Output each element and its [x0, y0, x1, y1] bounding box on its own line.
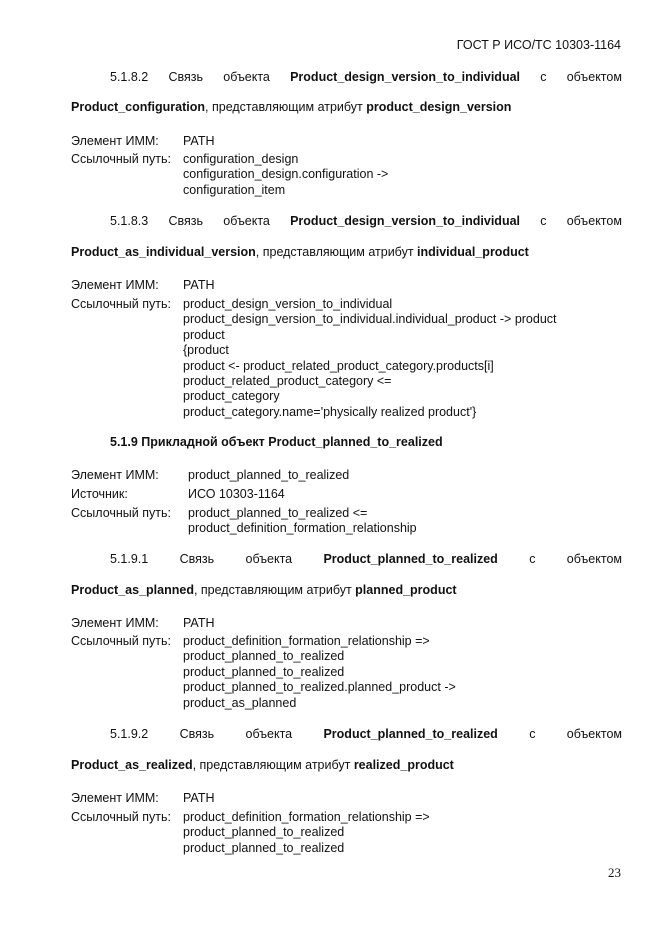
object-name: Product_design_version_to_individual [290, 214, 521, 228]
path-line: product_definition_formation_relationship [188, 521, 417, 536]
attribute-name: product_design_version [366, 100, 512, 114]
path-line: product_planned_to_realized [183, 840, 345, 855]
target-object: Product_as_realized [71, 758, 193, 772]
word: Связь [179, 727, 215, 741]
source-value: ИСО 10303-1164 [188, 487, 285, 501]
ref-path-block [183, 634, 456, 711]
path-line: product_design_version_to_individual.individual_product -> product [183, 312, 557, 327]
target-object: Product_as_individual_version [71, 245, 256, 259]
continuation-text: , представляющим атрибут [255, 245, 418, 259]
path-line: product_definition_formation_relationship => [183, 810, 430, 824]
clause-number: 5.1.9.2 [110, 727, 149, 741]
word: с [540, 214, 547, 228]
continuation-text: , представляющим атрибут [192, 758, 354, 772]
word: Связь [179, 552, 215, 566]
path-line: {product [183, 343, 229, 358]
source-label: Источник: [71, 487, 128, 501]
word: с [529, 552, 536, 566]
clause-continuation [71, 758, 454, 772]
clause-continuation [71, 100, 511, 114]
path-line: configuration_design [183, 152, 299, 166]
path-line: product_planned_to_realized.planned_product -> [183, 680, 456, 695]
object-name: Product_planned_to_realized [323, 552, 498, 566]
element-label: Элемент ИММ: [71, 278, 159, 292]
clause-heading-5-1-9-2 [110, 727, 622, 741]
ref-path-label: Ссылочный путь: [71, 634, 171, 648]
word: объекта [245, 727, 293, 741]
path-line: product_as_planned [183, 695, 297, 710]
word: объектом [566, 214, 622, 228]
ref-path-block [183, 297, 557, 420]
ref-path-label: Ссылочный путь: [71, 152, 171, 166]
clause-heading-5-1-9-1 [110, 552, 622, 566]
element-value: PATH [183, 134, 215, 148]
attribute-name: planned_product [355, 583, 457, 597]
word: объекта [223, 214, 270, 228]
word: Связь [168, 70, 204, 84]
path-line: configuration_design.configuration -> [183, 167, 389, 182]
element-value: product_planned_to_realized [188, 468, 350, 482]
path-line: product_category [183, 389, 280, 404]
ref-path-block [183, 152, 388, 198]
clause-heading-5-1-8-3 [110, 214, 622, 228]
element-value: PATH [183, 791, 215, 805]
object-name: Product_planned_to_realized [323, 727, 498, 741]
path-line: product_definition_formation_relationship => [183, 634, 430, 648]
attribute-name: individual_product [417, 245, 529, 259]
clause-number: 5.1.8.3 [110, 214, 149, 228]
object-name: Product_design_version_to_individual [290, 70, 521, 84]
path-line: product_category.name='physically realized product'} [183, 404, 477, 419]
path-line: product_related_product_category <= [183, 374, 392, 389]
path-line: product [183, 327, 225, 342]
path-line: product_design_version_to_individual [183, 297, 393, 311]
clause-continuation [71, 245, 529, 259]
clause-heading-5-1-8-2 [110, 70, 622, 84]
section-title-5-1-9: 5.1.9 Прикладной объект Product_planned_to_realized [110, 435, 443, 449]
element-label: Элемент ИММ: [71, 616, 159, 630]
word: объектом [566, 552, 622, 566]
ref-path-label: Ссылочный путь: [71, 506, 171, 520]
path-line: product_planned_to_realized [183, 664, 345, 679]
path-line: product_planned_to_realized [183, 649, 345, 664]
word: объекта [245, 552, 293, 566]
element-label: Элемент ИММ: [71, 134, 159, 148]
path-line: product <- product_related_product_category.products[i] [183, 358, 494, 373]
word: с [540, 70, 547, 84]
attribute-name: realized_product [353, 758, 454, 772]
continuation-text: , представляющим атрибут [193, 583, 356, 597]
ref-path-block [188, 506, 417, 537]
word: объекта [223, 70, 270, 84]
element-value: PATH [183, 616, 215, 630]
clause-continuation [71, 583, 457, 597]
path-line: configuration_item [183, 182, 286, 197]
element-label: Элемент ИММ: [71, 468, 159, 482]
clause-number: 5.1.9.1 [110, 552, 149, 566]
word: Связь [168, 214, 204, 228]
word: с [529, 727, 536, 741]
element-value: PATH [183, 278, 215, 292]
ref-path-label: Ссылочный путь: [71, 297, 171, 311]
target-object: Product_configuration [71, 100, 206, 114]
path-line: product_planned_to_realized [183, 825, 345, 840]
document-header: ГОСТ Р ИСО/ТС 10303-1164 [456, 38, 621, 52]
page-number: 23 [608, 865, 621, 880]
target-object: Product_as_planned [71, 583, 194, 597]
word: объектом [566, 727, 622, 741]
continuation-text: , представляющим атрибут [205, 100, 367, 114]
word: объектом [566, 70, 622, 84]
clause-number: 5.1.8.2 [110, 70, 149, 84]
ref-path-label: Ссылочный путь: [71, 810, 171, 824]
ref-path-block [183, 810, 430, 856]
path-line: product_planned_to_realized <= [188, 506, 368, 520]
element-label: Элемент ИММ: [71, 791, 159, 805]
